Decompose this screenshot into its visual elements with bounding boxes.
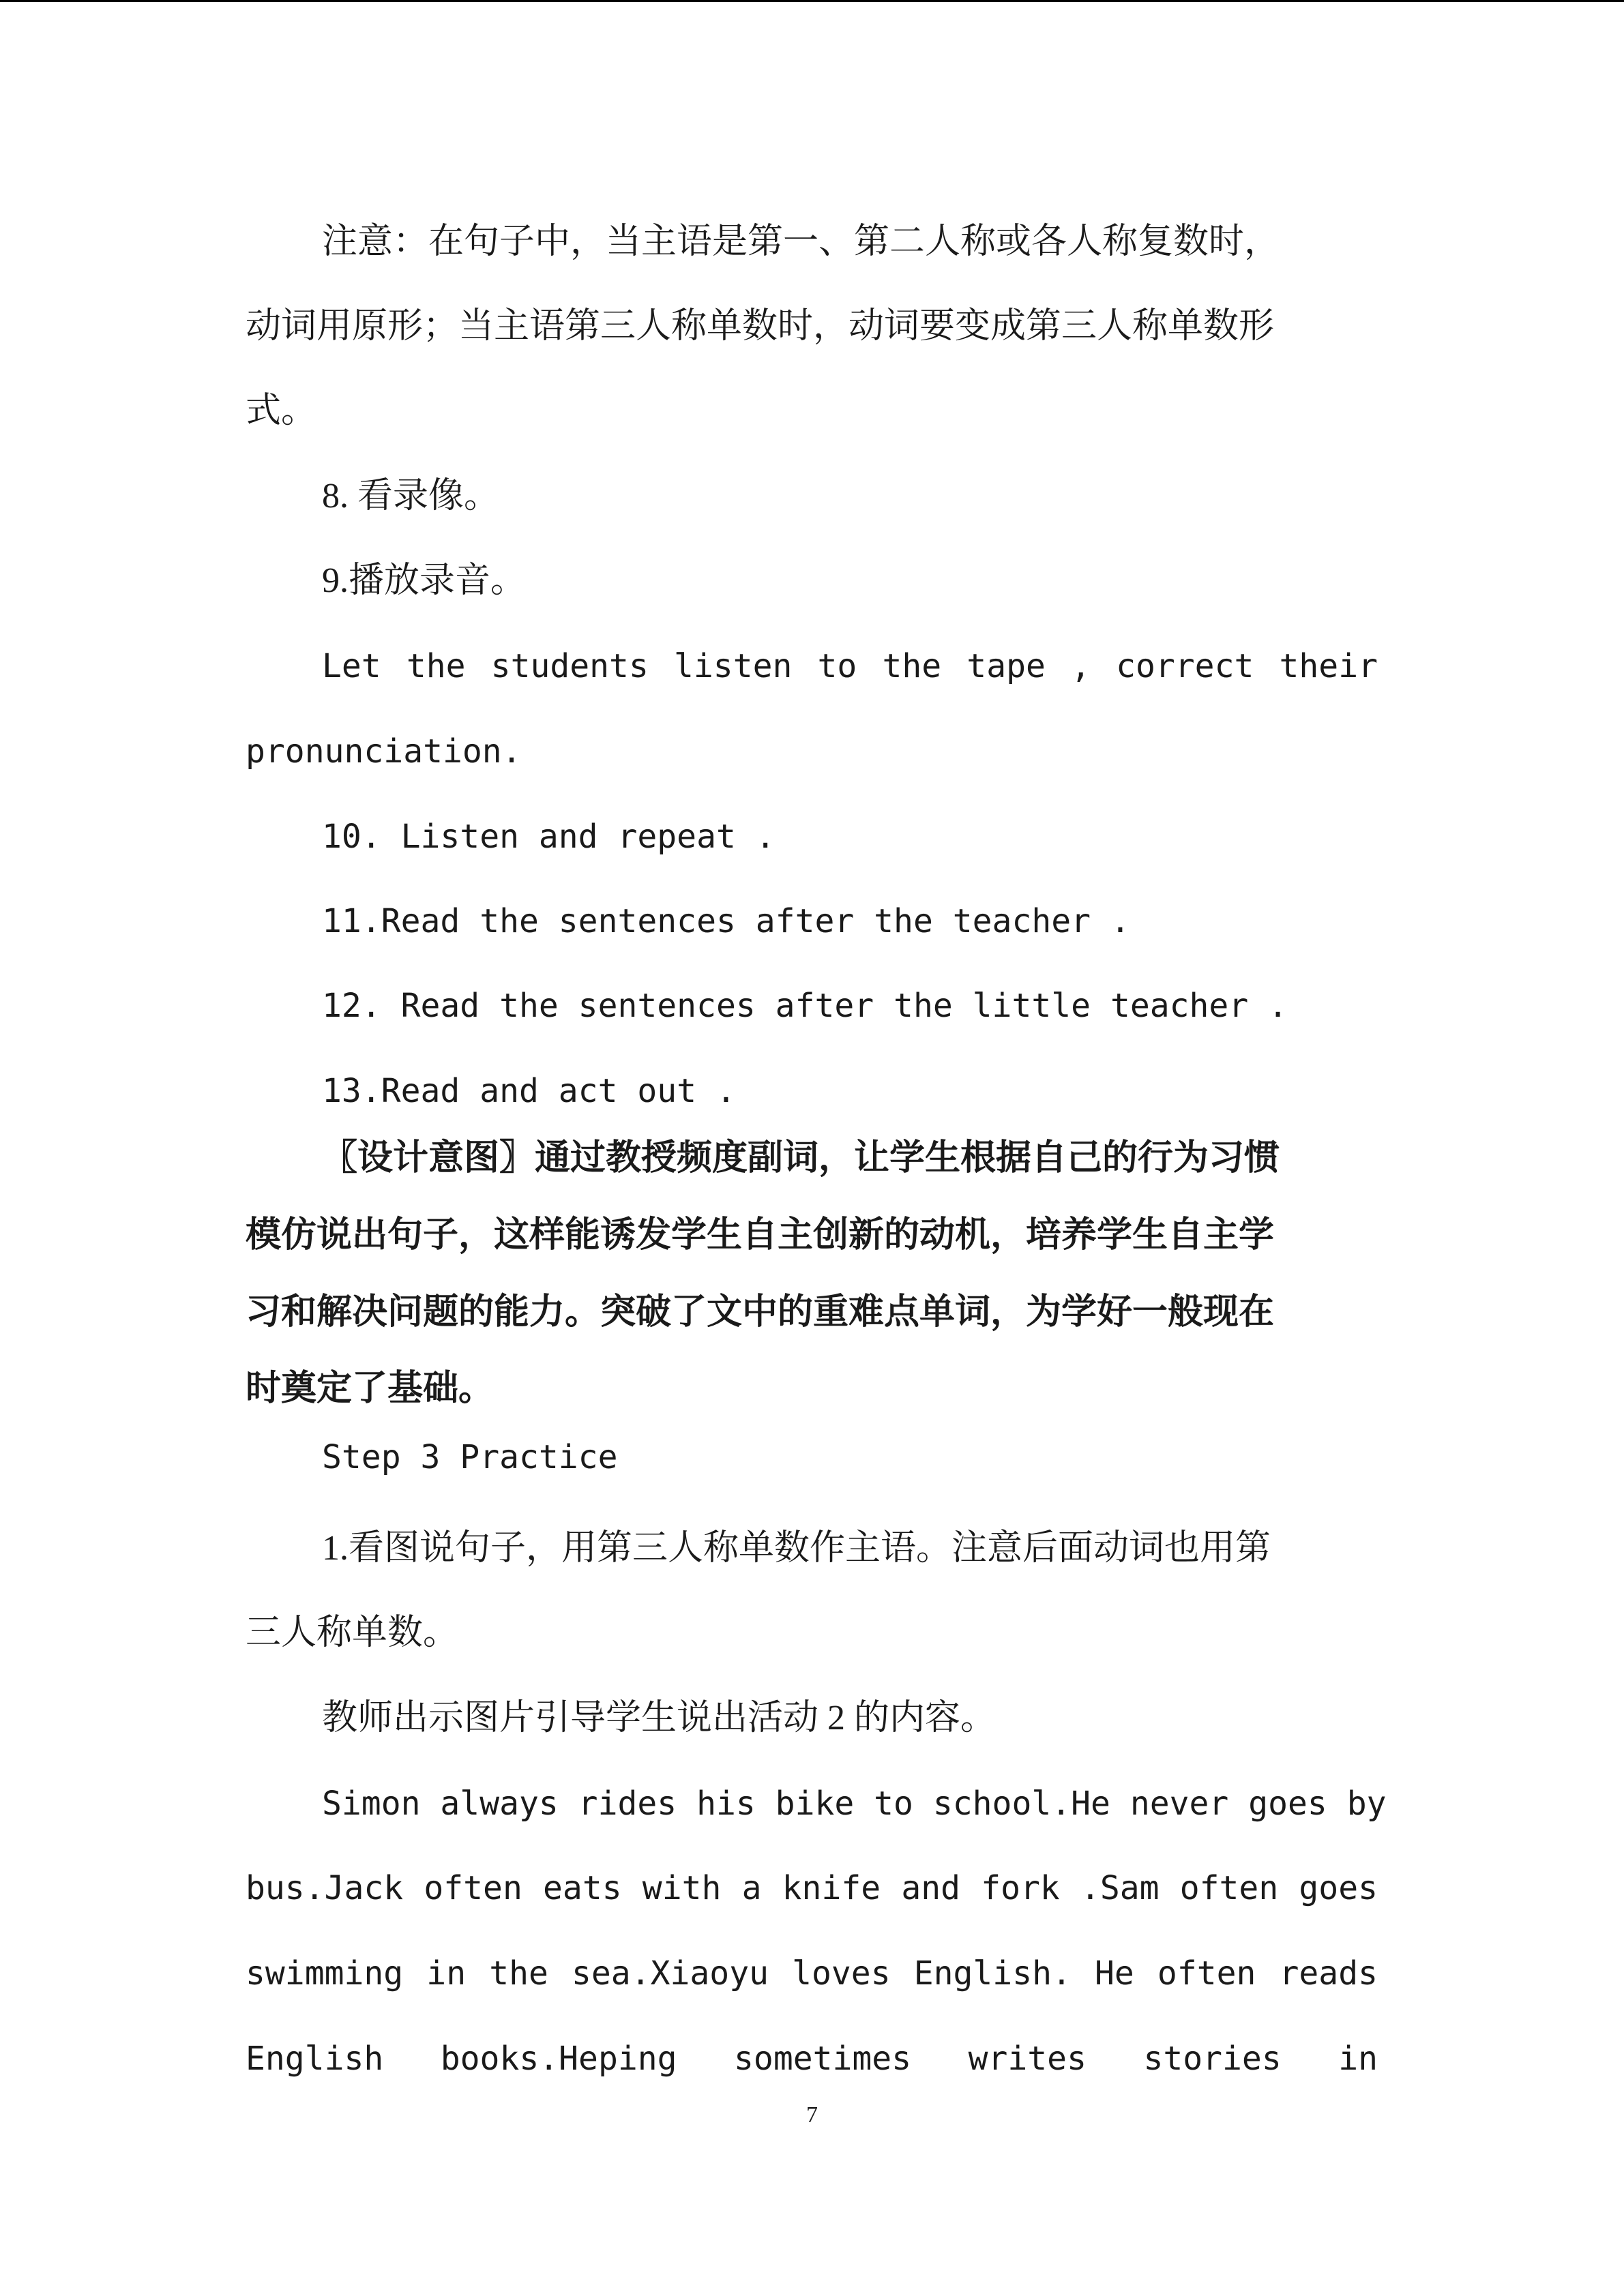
text-line: 教师出示图片引导学生说出活动 2 的内容。	[322, 1699, 996, 1738]
text-line: swimming in the sea.Xiaoyu loves English. He often reads	[246, 1954, 1378, 1993]
text-line: 1.看图说句子，用第三人称单数作主语。注意后面动词也用第	[322, 1529, 1271, 1568]
text-line: 8. 看录像。	[322, 477, 500, 516]
text-line: 10. Listen and repeat .	[322, 818, 776, 856]
text-line: 13.Read and act out .	[322, 1072, 736, 1110]
text-line: 动词用原形；当主语第三人称单数时，动词要变成第三人称单数形	[246, 307, 1275, 346]
text-line: 9.播放录音。	[322, 561, 527, 600]
section-heading: Step 3 Practice	[322, 1438, 618, 1476]
page-number: 7	[806, 2102, 818, 2128]
text-line: pronunciation.	[246, 732, 522, 771]
text-line: Simon always rides his bike to school.He never goes by	[322, 1785, 1387, 1823]
text-line: 12. Read the sentences after the little teacher .	[322, 987, 1288, 1025]
design-intent-line: 习和解决问题的能力。突破了文中的重难点单词，为学好一般现在	[246, 1291, 1275, 1332]
design-intent-line: 模仿说出句子，这样能诱发学生自主创新的动机，培养学生自主学	[246, 1214, 1275, 1255]
text-line: English books.Heping sometimes writes stories in	[246, 2040, 1378, 2078]
design-intent-line: 时奠定了基础。	[246, 1367, 494, 1409]
text-line: Let the students listen to the tape , correct their	[322, 647, 1378, 685]
text-line: bus.Jack often eats with a knife and fork .Sam often goes	[246, 1869, 1378, 1907]
design-intent-line: 〖设计意图〗通过教授频度副词，让学生根据自己的行为习惯	[322, 1137, 1280, 1178]
text-line: 注意：在句子中，当主语是第一、第二人称或各人称复数时，	[322, 222, 1280, 261]
text-line: 三人称单数。	[246, 1613, 459, 1652]
text-line: 式。	[246, 391, 317, 430]
text-line: 11.Read the sentences after the teacher .	[322, 902, 1130, 940]
